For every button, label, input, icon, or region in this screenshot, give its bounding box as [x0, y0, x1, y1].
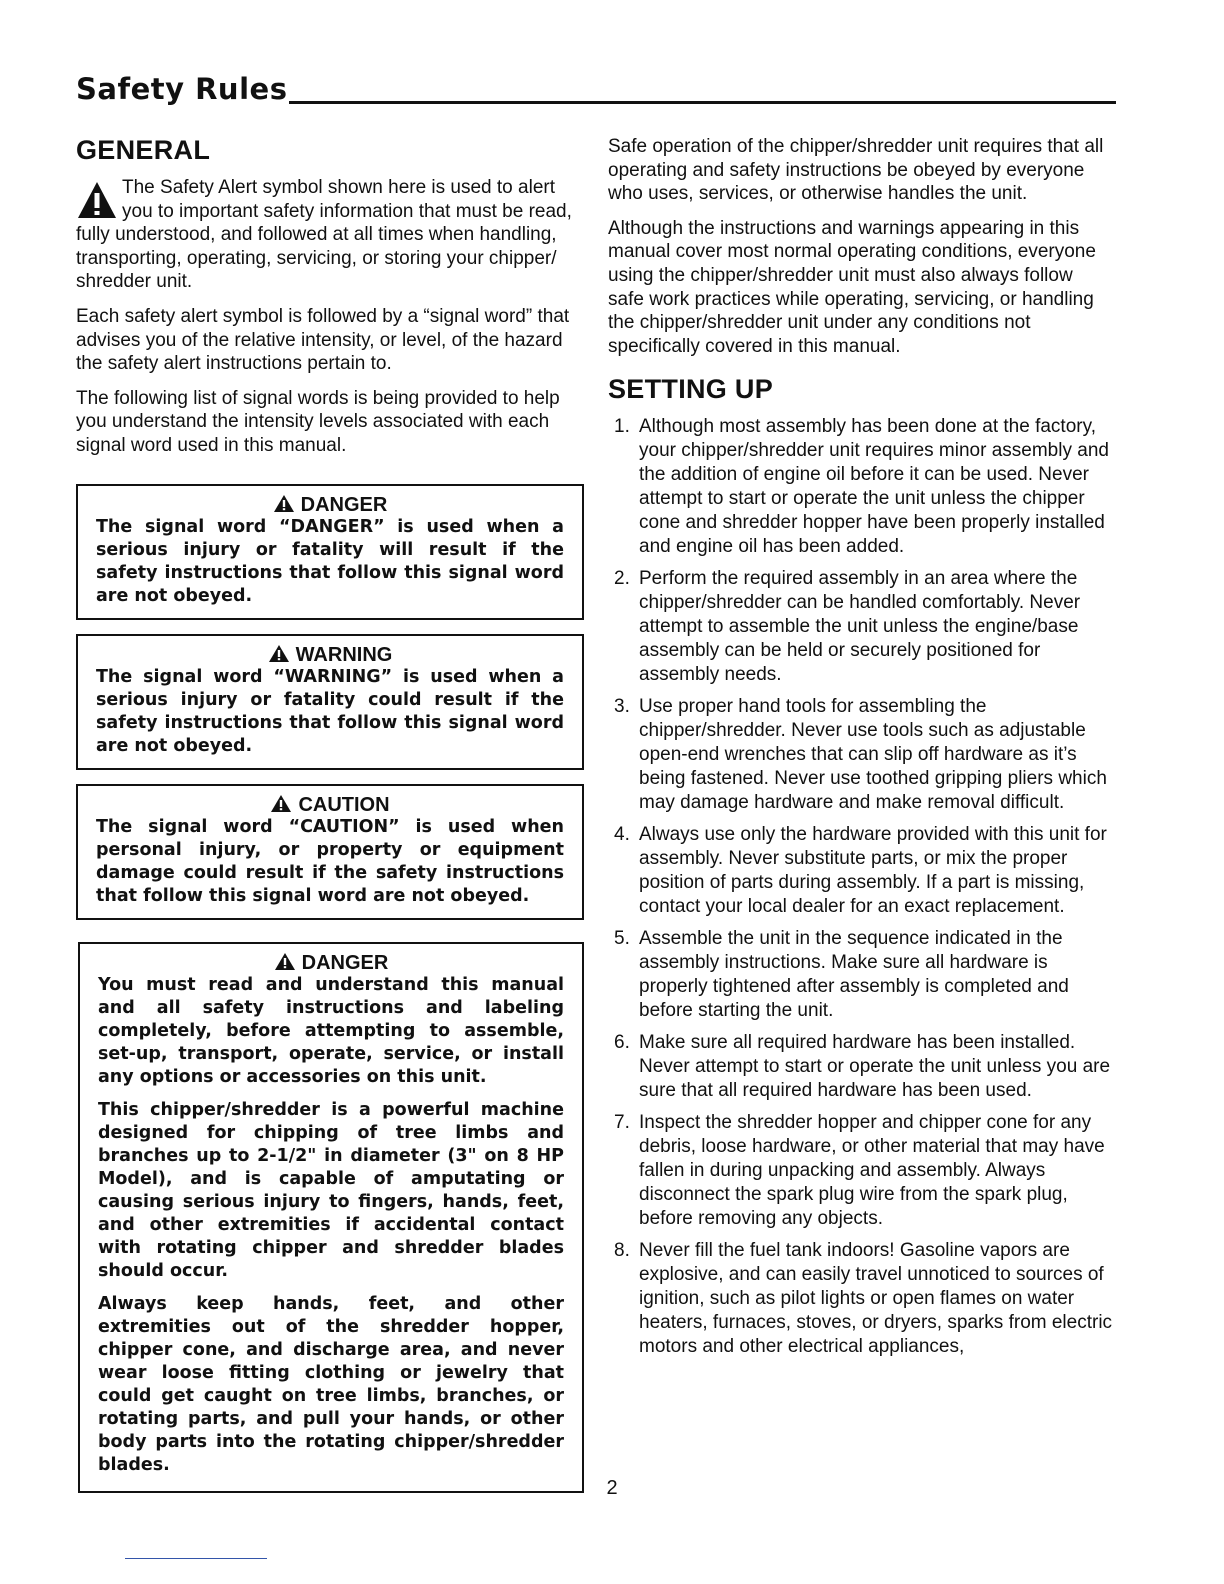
general-paragraph-2: Each safety alert symbol is followed by a “signal word” that advises you of the relative intensity, or level, of the hazard the safety alert instructions pertain to. [76, 305, 570, 375]
warning-triangle-icon [274, 952, 296, 971]
general-paragraph-3: The following list of signal words is being provided to help you understand the intensity levels associated with each signal word used in this manual. [76, 387, 560, 456]
general-paragraph-1 [76, 176, 584, 294]
signal-box-caution [76, 784, 584, 920]
list-item: 7. Inspect the shredder hopper and chipper cone for any debris, loose hardware, or other material that may have fallen in during unpacking and assembly. Always disconnect the spark plug wire from the spark plug, before removing any objects. [614, 1112, 1105, 1230]
list-item: 4. Always use only the hardware provided with this unit for assembly. Never substitute parts, or mix the proper position of parts during assembly. If a part is missing, contact your local dealer for an exact replacement. [614, 824, 1107, 918]
signal-box-text: The signal word “WARNING” is used when a serious injury or fatality could result if the safety instructions that follow this signal word are not obeyed. [96, 666, 564, 756]
general-paragraph-1-text: The Safety Alert symbol shown here is used to alert you to important safety information that must be read, fully understood, and followed at all times when handling, transporting, operating, servicing, or storing your chipper/ shredder unit. [76, 177, 572, 293]
page-title: Safety Rules [76, 72, 288, 106]
danger-warning-box [78, 942, 584, 1493]
warning-triangle-icon [268, 644, 290, 663]
list-item: 1. Although most assembly has been done at the factory, your chipper/shredder unit requires minor assembly and the addition of engine oil before it can be used. Never attempt to start or operate the unit unless the chipper cone and shredder hopper have been properly installed and engine oil has been added. [614, 416, 1109, 558]
right-paragraph-2: Although the instructions and warnings appearing in this manual cover most normal operating conditions, everyone using the chipper/shredder unit must also always follow safe work practices while operating, servicing, or handling the chipper/shredder unit under any conditions not specifically covered in this manual. [608, 217, 1096, 357]
signal-box-header [98, 952, 564, 974]
signal-word-label: WARNING [295, 643, 393, 666]
signal-box-text: The signal word “CAUTION” is used when personal injury, or property or equipment damage could result if the safety instructions that follow this signal word are not obeyed. [96, 816, 564, 906]
warning-triangle-icon [270, 794, 292, 813]
signal-box-header [96, 794, 564, 816]
list-item: 8. Never fill the fuel tank indoors! Gasoline vapors are explosive, and can easily travel unnoticed to sources of ignition, such as pilot lights or open flames on water heaters, furnaces, stoves, or dryers, sparks from electric motors and other electrical appliances, [614, 1240, 1113, 1358]
signal-word-label: DANGER [300, 493, 388, 516]
safety-alert-icon [76, 180, 118, 220]
list-item: 2. Perform the required assembly in an area where the chipper/shredder can be handled comfortably. Never attempt to assemble the unit unless the engine/base assembly can be held or securely positioned for assembly needs. [614, 568, 1081, 686]
right-paragraph-1: Safe operation of the chipper/shredder unit requires that all operating and safety instructions be obeyed by everyone who uses, services, or otherwise handles the unit. [608, 136, 1104, 205]
warning-triangle-icon [273, 494, 295, 513]
danger-paragraph-2: This chipper/shredder is a powerful machine designed for chipping of tree limbs and branches up to 2-1/2" in diameter (3" on 8 HP Model), and is capable of amputating or causing serious injury to fingers, hands, feet, and other extremities if accidental contact with rotating chipper and shredder blades should occur. [98, 1099, 564, 1281]
page-title-bar [76, 72, 1116, 108]
general-heading: GENERAL [76, 135, 211, 165]
danger-paragraph-3: Always keep hands, feet, and other extremities out of the shredder hopper, chipper cone, and discharge area, and never wear loose fitting clothing or jewelry that could get caught on tree limbs, branches, or rotating parts, and pull your hands, or other body parts into the rotating chipper/shredder blades. [98, 1293, 564, 1475]
left-column [76, 135, 584, 1507]
page-number: 2 [606, 1477, 618, 1499]
signal-box-header [96, 644, 564, 666]
signal-word-label: DANGER [301, 951, 389, 974]
setup-list [608, 415, 1113, 1359]
list-item: 3. Use proper hand tools for assembling the chipper/shredder. Never use tools such as adjustable open-end wrenches that can slip off hardware as it’s being fastened. Never use toothed gripping pliers which may damage hardware and make removal difficult. [614, 696, 1107, 814]
right-column [608, 135, 1113, 1367]
signal-word-label: CAUTION [298, 793, 390, 816]
bottom-rule [125, 1558, 267, 1559]
list-item: 6. Make sure all required hardware has been installed. Never attempt to start or operate the unit unless you are sure that all required hardware has been used. [614, 1032, 1111, 1102]
list-item: 5. Assemble the unit in the sequence indicated in the assembly instructions. Make sure all hardware is properly tightened after assembly is completed and before starting the unit. [614, 928, 1069, 1022]
signal-box-danger [76, 484, 584, 620]
signal-box-warning [76, 634, 584, 770]
setting-up-heading: SETTING UP [608, 374, 774, 405]
signal-box-text: The signal word “DANGER” is used when a serious injury or fatality will result if the safety instructions that follow this signal word are not obeyed. [96, 516, 564, 606]
danger-paragraph-1: You must read and understand this manual and all safety instructions and labeling completely, before attempting to assemble, set-up, transport, operate, service, or install any options or accessories on this unit. [98, 974, 564, 1087]
signal-box-header [96, 494, 564, 516]
